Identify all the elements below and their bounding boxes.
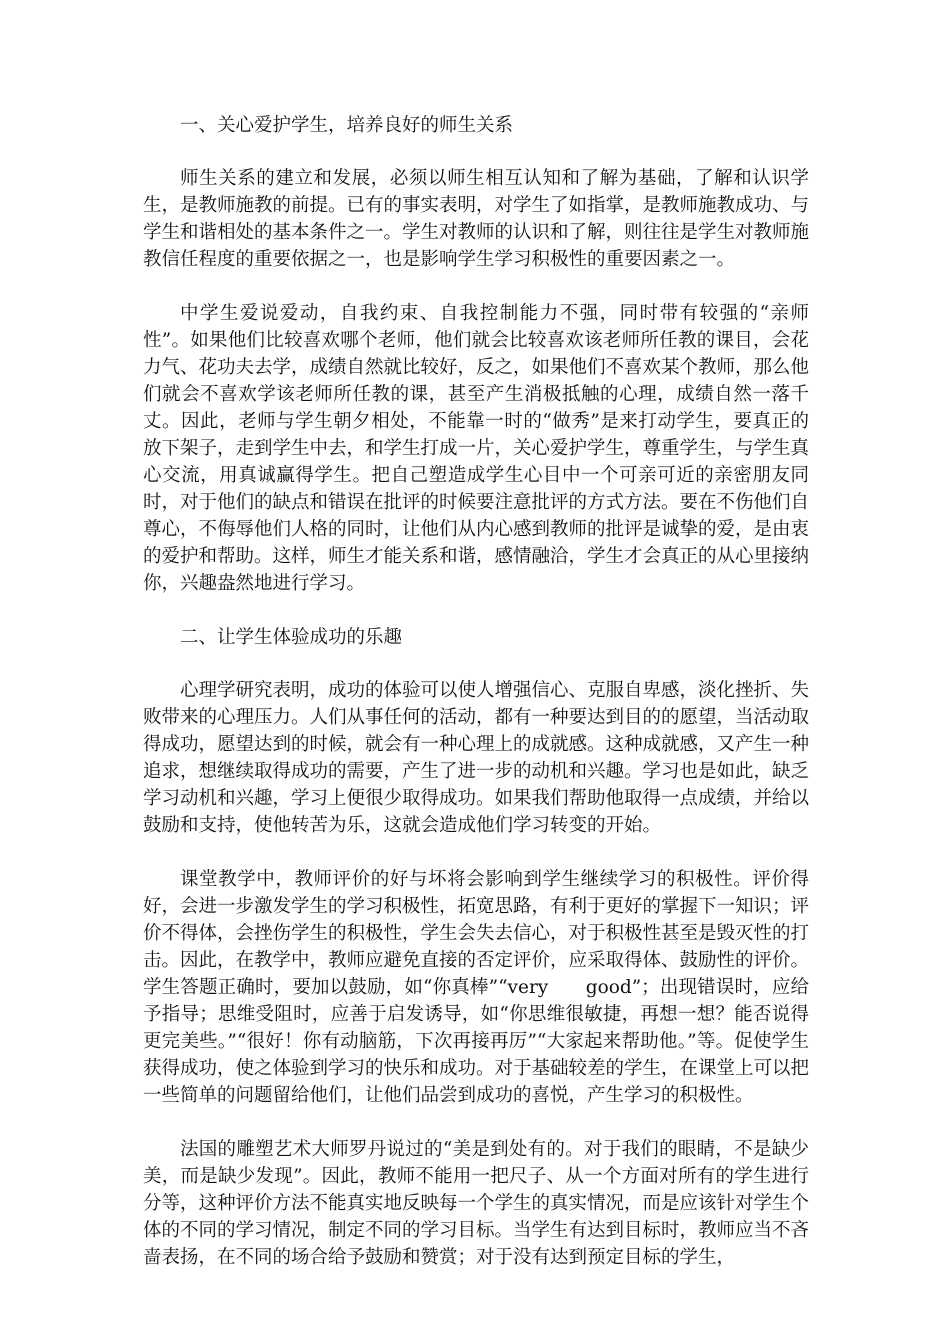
spacer: [143, 839, 809, 866]
paragraph: 心理学研究表明，成功的体验可以使人增强信心、克服自卑感，淡化挫折、失败带来的心理压力。人们从事任何的活动，都有一种要达到目的的愿望，当活动取得成功，愿望达到的时候，就会有一种心理上的成就感。这种成就感，又产生一种追求，想继续取得成功的需要，产生了进一步的动机和兴趣。学习也是如此，缺乏学习动机和兴趣，学习上便很少取得成功。如果我们帮助他取得一点成绩，并给以鼓励和支持，使他转苦为乐，这就会造成他们学习转变的开始。: [143, 680, 810, 836]
paragraph: 课堂教学中，教师评价的好与坏将会影响到学生继续学习的积极性。评价得好，会进一步激发学生的学习积极性，拓宽思路，有利于更好的掌握下一知识；评价不得体，会挫伤学生的积极性，学生会失去信心，对于积极性甚至是毁灭性的打击。因此，在教学中，教师应避免直接的否定评价，应采取得体、鼓励性的评价。学生答题正确时，要加以鼓励，如“你真棒”“very good”；出现错误时，应给予指导；思维受阻时，应善于启发诱导，如“你思维很敏捷，再想一想？能否说得更完美些。”“很好！你有动脑筋，下次再接再厉”“大家起来帮助他。”等。促使学生获得成功，使之体验到学习的快乐和成功。对于基础较差的学生，在课堂上可以把一些简单的问题留给他们，让他们品尝到成功的喜悦，产生学习的积极性。: [143, 869, 810, 1106]
paragraph: 中学生爱说爱动，自我约束、自我控制能力不强，同时带有较强的“亲师性”。如果他们比较喜欢哪个老师，他们就会比较喜欢该老师所任教的课目，会花力气、花功夫去学，成绩自然就比较好，反之，如果他们不喜欢某个教师，那么他们就会不喜欢学该老师所任教的课，甚至产生消极抵触的心理，成绩自然一落千丈。因此，老师与学生朝夕相处，不能靠一时的“做秀”是来打动学生，要真正的放下架子，走到学生中去，和学生打成一片，关心爱护学生，尊重学生，与学生真心交流，用真诚赢得学生。把自己塑造成学生心目中一个可亲可近的亲密朋友同时，对于他们的缺点和错误在批评的时候要注意批评的方式方法。要在不伤他们自尊心，不侮辱他们人格的同时，让他们从内心感到教师的批评是诚挚的爱，是由衷的爱护和帮助。这样，师生才能关系和谐，感情融洽，学生才会真正的从心里接纳你，兴趣盎然地进行学习。: [143, 303, 810, 594]
spacer: [143, 597, 809, 624]
spacer: [143, 651, 809, 677]
spacer: [143, 139, 809, 165]
spacer: [143, 1109, 809, 1136]
paragraph: 师生关系的建立和发展，必须以师生相互认知和了解为基础，了解和认识学生，是教师施教的前提。已有的事实表明，对学生了如指掌，是教师施教成功、与学生和谐相处的基本条件之一。学生对教师的认识和了解，则往往是学生对教师施教信任程度的重要依据之一，也是影响学生学习积极性的重要因素之一。: [143, 168, 810, 270]
paragraph: 法国的雕塑艺术大师罗丹说过的“美是到处有的。对于我们的眼睛，不是缺少美，而是缺少发现”。因此，教师不能用一把尺子、从一个方面对所有的学生进行分等，这种评价方法不能真实地反映每一个学生的真实情况，而是应该针对学生个体的不同的学习情况，制定不同的学习目标。当学生有达到目标时，教师应当不吝啬表扬，在不同的场合给予鼓励和赞赏；对于没有达到预定目标的学生，: [143, 1139, 810, 1268]
section-heading: 二、让学生体验成功的乐趣: [180, 627, 403, 648]
document-page: [143, 112, 809, 1271]
spacer: [143, 273, 809, 300]
section-heading: 一、关心爱护学生，培养良好的师生关系: [180, 115, 514, 136]
